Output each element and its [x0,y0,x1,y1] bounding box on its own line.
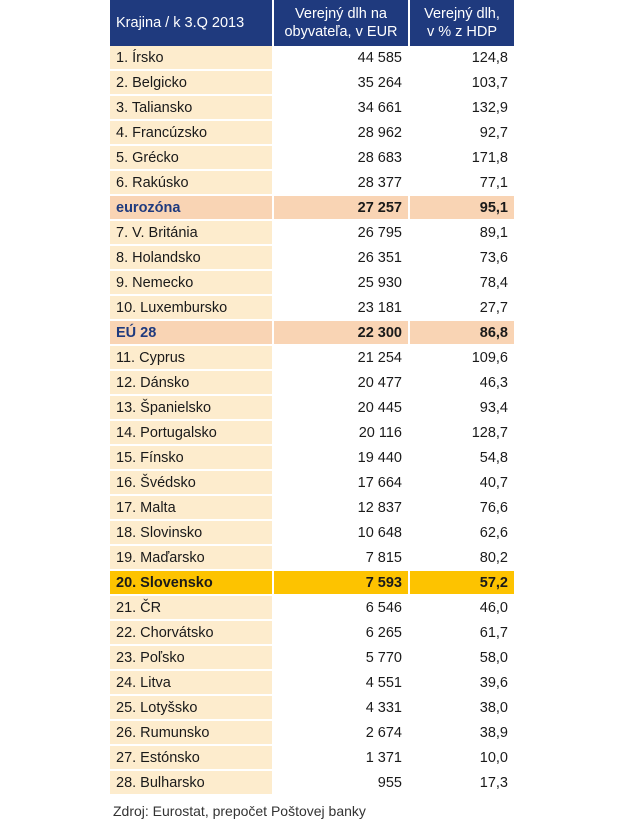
per-capita-cell: 5 770 [274,646,410,671]
table-row [110,96,514,121]
pct-gdp-cell: 57,2 [410,571,514,596]
country-cell: 22. Chorvátsko [110,621,274,646]
per-capita-cell: 10 648 [274,521,410,546]
pct-gdp-cell: 54,8 [410,446,514,471]
country-cell: 11. Cyprus [110,346,274,371]
per-capita-cell: 27 257 [274,196,410,221]
country-cell: 15. Fínsko [110,446,274,471]
header-per-capita-line1: Verejný dlh na [295,6,387,22]
table-row [110,746,514,771]
debt-table-container [110,0,514,796]
pct-gdp-cell: 109,6 [410,346,514,371]
country-cell: 6. Rakúsko [110,171,274,196]
per-capita-cell: 28 683 [274,146,410,171]
per-capita-cell: 23 181 [274,296,410,321]
table-row [110,471,514,496]
pct-gdp-cell: 128,7 [410,421,514,446]
country-cell: 1. Írsko [110,46,274,71]
table-row [110,721,514,746]
header-per-capita [274,0,410,46]
country-cell: 12. Dánsko [110,371,274,396]
header-pct-gdp-line2: v % z HDP [426,24,498,40]
pct-gdp-cell: 93,4 [410,396,514,421]
table-row [110,46,514,71]
pct-gdp-cell: 27,7 [410,296,514,321]
country-cell: 14. Portugalsko [110,421,274,446]
highlighted-row [110,571,514,596]
pct-gdp-cell: 78,4 [410,271,514,296]
per-capita-cell: 20 445 [274,396,410,421]
pct-gdp-cell: 171,8 [410,146,514,171]
table-row [110,646,514,671]
table-row [110,496,514,521]
pct-gdp-cell: 95,1 [410,196,514,221]
country-cell: 7. V. Británia [110,221,274,246]
per-capita-cell: 35 264 [274,71,410,96]
table-row [110,546,514,571]
pct-gdp-cell: 62,6 [410,521,514,546]
country-cell: 23. Poľsko [110,646,274,671]
pct-gdp-cell: 92,7 [410,121,514,146]
table-header-row [110,0,514,46]
table-row [110,271,514,296]
pct-gdp-cell: 103,7 [410,71,514,96]
country-cell: 13. Španielsko [110,396,274,421]
table-row [110,296,514,321]
country-cell: EÚ 28 [110,321,274,346]
per-capita-cell: 34 661 [274,96,410,121]
per-capita-cell: 20 116 [274,421,410,446]
pct-gdp-cell: 38,0 [410,696,514,721]
per-capita-cell: 12 837 [274,496,410,521]
table-row [110,121,514,146]
pct-gdp-cell: 38,9 [410,721,514,746]
pct-gdp-cell: 80,2 [410,546,514,571]
country-cell: 9. Nemecko [110,271,274,296]
country-cell: 20. Slovensko [110,571,274,596]
country-cell: 2. Belgicko [110,71,274,96]
country-cell: 24. Litva [110,671,274,696]
country-cell: 27. Estónsko [110,746,274,771]
pct-gdp-cell: 39,6 [410,671,514,696]
table-body [110,46,514,796]
table-row [110,671,514,696]
per-capita-cell: 1 371 [274,746,410,771]
per-capita-cell: 7 593 [274,571,410,596]
per-capita-cell: 6 265 [274,621,410,646]
per-capita-cell: 2 674 [274,721,410,746]
pct-gdp-cell: 124,8 [410,46,514,71]
pct-gdp-cell: 46,0 [410,596,514,621]
table-row [110,346,514,371]
country-cell: 8. Holandsko [110,246,274,271]
per-capita-cell: 955 [274,771,410,796]
table-row [110,421,514,446]
table-row [110,621,514,646]
country-cell: 4. Francúzsko [110,121,274,146]
pct-gdp-cell: 86,8 [410,321,514,346]
country-cell: 21. ČR [110,596,274,621]
summary-row [110,196,514,221]
country-cell: 16. Švédsko [110,471,274,496]
source-note: Zdroj: Eurostat, prepočet Poštovej banky [113,803,366,819]
table-row [110,396,514,421]
country-cell: 26. Rumunsko [110,721,274,746]
per-capita-cell: 20 477 [274,371,410,396]
table-row [110,221,514,246]
country-cell: 25. Lotyšsko [110,696,274,721]
header-pct-gdp [410,0,514,46]
per-capita-cell: 28 377 [274,171,410,196]
debt-table [110,0,514,796]
country-cell: eurozóna [110,196,274,221]
pct-gdp-cell: 77,1 [410,171,514,196]
pct-gdp-cell: 61,7 [410,621,514,646]
pct-gdp-cell: 58,0 [410,646,514,671]
pct-gdp-cell: 76,6 [410,496,514,521]
table-row [110,171,514,196]
table-row [110,371,514,396]
header-per-capita-line2: obyvateľa, v EUR [284,24,398,40]
pct-gdp-cell: 17,3 [410,771,514,796]
table-row [110,521,514,546]
per-capita-cell: 4 331 [274,696,410,721]
table-row [110,446,514,471]
per-capita-cell: 25 930 [274,271,410,296]
table-row [110,596,514,621]
pct-gdp-cell: 132,9 [410,96,514,121]
summary-row [110,321,514,346]
country-cell: 5. Grécko [110,146,274,171]
per-capita-cell: 4 551 [274,671,410,696]
per-capita-cell: 6 546 [274,596,410,621]
country-cell: 28. Bulharsko [110,771,274,796]
table-row [110,246,514,271]
per-capita-cell: 7 815 [274,546,410,571]
pct-gdp-cell: 73,6 [410,246,514,271]
country-cell: 3. Taliansko [110,96,274,121]
per-capita-cell: 44 585 [274,46,410,71]
header-country-label: Krajina / k 3.Q 2013 [116,15,245,31]
per-capita-cell: 26 795 [274,221,410,246]
per-capita-cell: 21 254 [274,346,410,371]
pct-gdp-cell: 10,0 [410,746,514,771]
per-capita-cell: 17 664 [274,471,410,496]
country-cell: 10. Luxembursko [110,296,274,321]
table-row [110,146,514,171]
pct-gdp-cell: 46,3 [410,371,514,396]
pct-gdp-cell: 89,1 [410,221,514,246]
per-capita-cell: 28 962 [274,121,410,146]
header-country [110,0,274,46]
table-row [110,696,514,721]
per-capita-cell: 19 440 [274,446,410,471]
country-cell: 18. Slovinsko [110,521,274,546]
per-capita-cell: 22 300 [274,321,410,346]
table-row [110,71,514,96]
country-cell: 17. Malta [110,496,274,521]
pct-gdp-cell: 40,7 [410,471,514,496]
per-capita-cell: 26 351 [274,246,410,271]
country-cell: 19. Maďarsko [110,546,274,571]
table-row [110,771,514,796]
header-pct-gdp-line1: Verejný dlh, [424,6,500,22]
